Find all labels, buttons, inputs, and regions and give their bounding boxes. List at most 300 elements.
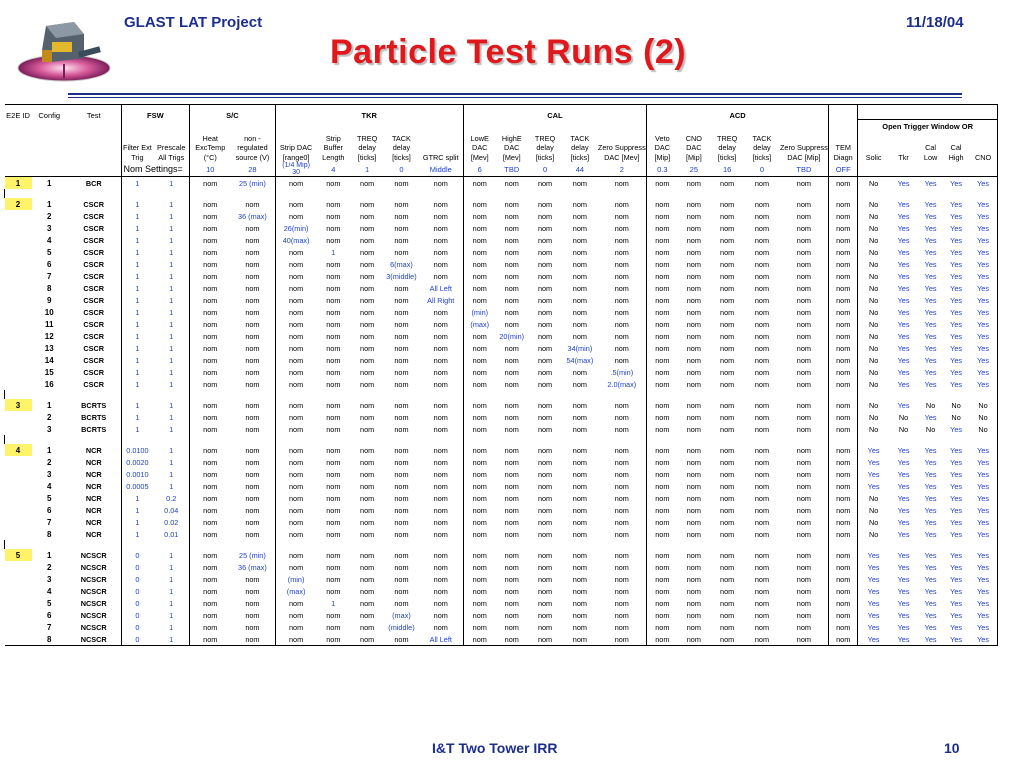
- cell: nom: [537, 331, 553, 341]
- cell: Yes: [858, 549, 889, 561]
- cell: nom: [463, 354, 495, 366]
- cell: nom: [686, 307, 701, 317]
- cell: 5: [47, 247, 52, 257]
- cell: nom: [433, 529, 448, 539]
- cell: nom: [720, 550, 735, 560]
- particle-test-runs-table: [4, 104, 998, 646]
- cell: nom: [647, 258, 678, 270]
- spacer-cell: [317, 540, 350, 549]
- spacer-cell: [744, 390, 779, 399]
- spacer-cell: [969, 162, 997, 177]
- cell: nom: [572, 481, 587, 491]
- cell: No: [898, 412, 909, 422]
- cell: 1: [169, 550, 174, 560]
- cell: nom: [504, 271, 519, 281]
- cell: nom: [190, 294, 231, 306]
- cell: nom: [463, 330, 495, 342]
- cell: nom: [614, 505, 629, 515]
- cell: No: [858, 258, 889, 270]
- cell: nom: [463, 609, 495, 621]
- cell: Yes: [950, 493, 963, 503]
- spacer-cell: [463, 435, 495, 444]
- spacer-cell: [858, 435, 889, 444]
- cell: Yes: [924, 259, 937, 269]
- spacer-cell: [5, 390, 32, 399]
- cell: 1: [169, 307, 174, 317]
- cell: 0.0020: [121, 456, 153, 468]
- cell: nom: [754, 259, 770, 269]
- cell: 26(min): [275, 222, 317, 234]
- cell: 12: [44, 331, 54, 341]
- cell: .5(min): [610, 367, 634, 377]
- e2e-id-cell: [5, 294, 32, 306]
- cell: nom: [572, 505, 587, 515]
- cell: nom: [686, 247, 701, 257]
- cell: nom: [433, 355, 448, 365]
- cell: nom: [394, 481, 409, 491]
- cell: nom: [678, 633, 710, 646]
- cell: nom: [829, 504, 858, 516]
- cell: No: [969, 411, 997, 423]
- e2e-id-cell: [5, 597, 32, 609]
- cell: 1: [169, 424, 174, 434]
- cell: nom: [572, 424, 587, 434]
- cell: NCSCR: [80, 550, 107, 560]
- cell: NCR: [85, 529, 102, 539]
- column-header: CNO: [969, 132, 997, 162]
- cell: nom: [190, 378, 231, 390]
- spacer-cell: [384, 189, 418, 198]
- cell: (min): [463, 306, 495, 318]
- cell: nom: [463, 177, 495, 190]
- cell: nom: [796, 493, 811, 503]
- spacer-cell: [153, 189, 189, 198]
- cell: nom: [326, 529, 341, 539]
- table-row: [5, 561, 998, 573]
- cell: nom: [686, 469, 701, 479]
- cell: 1: [169, 259, 174, 269]
- cell: nom: [829, 366, 858, 378]
- cell: nom: [360, 469, 375, 479]
- cell: Yes: [897, 319, 910, 329]
- cell: nom: [326, 295, 341, 305]
- cell: nom: [245, 319, 260, 329]
- cell: nom: [245, 445, 260, 455]
- cell: 6: [47, 259, 52, 269]
- cell: No: [858, 528, 889, 540]
- cell: nom: [572, 178, 587, 188]
- cell: nom: [754, 622, 770, 632]
- cell: nom: [360, 412, 375, 422]
- cell: 7: [47, 271, 52, 281]
- cell: nom: [614, 517, 629, 527]
- cell: nom: [796, 574, 811, 584]
- spacer-cell: [889, 390, 918, 399]
- cell: No: [858, 330, 889, 342]
- cell: 1: [169, 199, 174, 209]
- cell: nom: [829, 282, 858, 294]
- spacer-cell: [858, 189, 889, 198]
- cell: nom: [463, 621, 495, 633]
- cell: nom: [572, 574, 587, 584]
- nom-value: (1/4 Mip) 30: [275, 162, 317, 177]
- cell: nom: [275, 330, 317, 342]
- cell: 0.04: [164, 505, 179, 515]
- column-header: LowE DAC [Mev]: [463, 132, 495, 162]
- column-header: TEM Diagn: [829, 132, 858, 162]
- cell: nom: [245, 505, 260, 515]
- cell: 1: [47, 199, 52, 209]
- cell: 2: [47, 562, 52, 572]
- cell: nom: [360, 610, 375, 620]
- spacer-cell: [829, 189, 858, 198]
- cell: 1: [169, 223, 174, 233]
- cell: nom: [326, 235, 341, 245]
- spacer-cell: [918, 390, 943, 399]
- e2e-id-cell: [5, 234, 32, 246]
- spacer-cell: [121, 540, 153, 549]
- cell: nom: [275, 210, 317, 222]
- cell: nom: [720, 562, 735, 572]
- column-header: Heat ExcTemp (°C): [190, 132, 231, 162]
- cell: nom: [686, 223, 701, 233]
- cell: nom: [829, 549, 858, 561]
- table-row: [5, 270, 998, 282]
- cell: nom: [754, 445, 770, 455]
- cell: nom: [796, 550, 811, 560]
- spacer-cell: [678, 435, 710, 444]
- cell: CSCR: [83, 283, 105, 293]
- cell: nom: [686, 610, 701, 620]
- cell: 1: [153, 633, 189, 646]
- cell: nom: [433, 367, 448, 377]
- cell: nom: [572, 550, 587, 560]
- cell: NCSCR: [80, 622, 107, 632]
- cell: nom: [686, 199, 701, 209]
- table-row: [5, 354, 998, 366]
- cell: 1: [169, 343, 174, 353]
- group-cal: CAL: [463, 105, 646, 120]
- cell: nom: [686, 574, 701, 584]
- spacer-cell: [678, 189, 710, 198]
- cell: 1: [121, 354, 153, 366]
- column-header: non - regulated source (V): [235, 133, 270, 162]
- cell: nom: [686, 331, 701, 341]
- cell: 1: [121, 378, 153, 390]
- open-trigger-row: [5, 120, 998, 133]
- cell: Yes: [924, 550, 937, 560]
- e2e-id-cell: [5, 318, 32, 330]
- cell: nom: [433, 319, 448, 329]
- column-header: Filter Ext Trig: [121, 132, 153, 162]
- cell: nom: [360, 562, 375, 572]
- cell: nom: [537, 355, 553, 365]
- cell: nom: [796, 247, 811, 257]
- cell: nom: [720, 517, 735, 527]
- cell: nom: [572, 598, 587, 608]
- cell: nom: [572, 199, 587, 209]
- cell: nom: [686, 235, 701, 245]
- cell: nom: [572, 586, 587, 596]
- cell: nom: [754, 331, 770, 341]
- spacer-cell: [647, 189, 678, 198]
- cell: nom: [326, 493, 341, 503]
- cell: nom: [360, 586, 375, 596]
- cell: nom: [686, 550, 701, 560]
- cell: nom: [686, 379, 701, 389]
- cell: nom: [326, 481, 341, 491]
- e2e-id-cell: [5, 621, 32, 633]
- cell: nom: [796, 367, 811, 377]
- cell: nom: [537, 235, 553, 245]
- cell: nom: [463, 246, 495, 258]
- cell: nom: [720, 424, 735, 434]
- cell: Yes: [950, 178, 963, 188]
- cell: NCSCR: [80, 586, 107, 596]
- table-row: [5, 633, 998, 646]
- cell: nom: [245, 400, 260, 410]
- e2e-id-cell: [5, 378, 32, 390]
- cell: nom: [360, 319, 375, 329]
- cell: nom: [394, 424, 409, 434]
- cell: nom: [754, 271, 770, 281]
- cell: nom: [796, 529, 811, 539]
- cell: nom: [829, 234, 858, 246]
- cell: nom: [686, 424, 701, 434]
- cell: CSCR: [83, 343, 105, 353]
- cell: Yes: [924, 469, 937, 479]
- spacer-cell: [317, 189, 350, 198]
- cell: nom: [463, 468, 495, 480]
- spacer-cell: [5, 435, 32, 444]
- cell: nom: [572, 445, 587, 455]
- cell: nom: [754, 247, 770, 257]
- cell: 1: [169, 457, 174, 467]
- table-row: [5, 210, 998, 222]
- cell: nom: [829, 444, 858, 456]
- cell: nom: [360, 445, 375, 455]
- cell: nom: [829, 621, 858, 633]
- cell: No: [858, 492, 889, 504]
- spacer-cell: [384, 120, 418, 133]
- cell: nom: [394, 331, 409, 341]
- cell: nom: [720, 259, 735, 269]
- cell: 14: [44, 355, 54, 365]
- cell: nom: [245, 295, 260, 305]
- column-header: HighE DAC [Mev]: [501, 133, 522, 162]
- cell: Yes: [969, 609, 997, 621]
- cell: 5: [47, 598, 52, 608]
- table-row: [5, 516, 998, 528]
- cell: 1: [169, 295, 174, 305]
- cell: Yes: [897, 355, 910, 365]
- cell: No: [858, 177, 889, 190]
- cell: Yes: [897, 211, 910, 221]
- cell: 10: [44, 307, 54, 317]
- spacer-cell: [190, 120, 231, 133]
- spacer-cell: [496, 189, 528, 198]
- cell: nom: [433, 574, 448, 584]
- cell: nom: [720, 211, 735, 221]
- cell: nom: [796, 283, 811, 293]
- spacer-cell: [5, 540, 32, 549]
- cell: nom: [326, 355, 341, 365]
- cell: nom: [394, 445, 409, 455]
- cell: Yes: [924, 247, 937, 257]
- cell: nom: [245, 235, 260, 245]
- table-row: [5, 456, 998, 468]
- cell: nom: [614, 307, 629, 317]
- cell: nom: [245, 469, 260, 479]
- cell: Yes: [924, 457, 937, 467]
- cell: nom: [720, 529, 735, 539]
- cell: Yes: [858, 585, 889, 597]
- cell: nom: [686, 259, 701, 269]
- cell: Yes: [969, 561, 997, 573]
- spacer-cell: [647, 390, 678, 399]
- e2e-id-cell: [5, 258, 32, 270]
- spacer-cell: [889, 189, 918, 198]
- cell: BCRTS: [81, 424, 107, 434]
- cell: nom: [394, 469, 409, 479]
- cell: nom: [720, 379, 735, 389]
- cell: Yes: [897, 493, 910, 503]
- cell: nom: [720, 457, 735, 467]
- cell: Yes: [897, 586, 910, 596]
- cell: nom: [190, 585, 231, 597]
- cell: 1: [169, 562, 174, 572]
- title-rule: [68, 93, 962, 95]
- cell: nom: [572, 562, 587, 572]
- spacer-cell: [889, 162, 918, 177]
- cell: Yes: [924, 562, 937, 572]
- cell: nom: [463, 210, 495, 222]
- cell: nom: [326, 610, 341, 620]
- cell: nom: [647, 342, 678, 354]
- nom-value: 25: [689, 164, 699, 174]
- cell: nom: [245, 598, 260, 608]
- cell: (max): [463, 318, 495, 330]
- column-header: CNO DAC [Mip]: [685, 133, 702, 162]
- cell: nom: [537, 424, 553, 434]
- cell: nom: [647, 330, 678, 342]
- cell: nom: [796, 622, 811, 632]
- cell: nom: [537, 283, 553, 293]
- cell: CSCR: [83, 379, 105, 389]
- cell: nom: [394, 223, 409, 233]
- cell: All Left: [419, 633, 464, 646]
- cell: nom: [572, 271, 587, 281]
- cell: nom: [275, 306, 317, 318]
- cell: nom: [275, 177, 317, 190]
- cell: Yes: [969, 504, 997, 516]
- cell: nom: [326, 550, 341, 560]
- cell: nom: [754, 493, 770, 503]
- cell: nom: [394, 283, 409, 293]
- cell: nom: [463, 528, 495, 540]
- cell: nom: [720, 307, 735, 317]
- cell: 0.2: [166, 493, 177, 503]
- cell: (max): [392, 610, 411, 620]
- cell: nom: [275, 444, 317, 456]
- cell: 1: [121, 294, 153, 306]
- cell: No: [898, 424, 909, 434]
- cell: Yes: [897, 457, 910, 467]
- cell: nom: [647, 366, 678, 378]
- cell: nom: [245, 517, 260, 527]
- cell: nom: [829, 306, 858, 318]
- spacer-cell: [463, 390, 495, 399]
- cell: nom: [496, 633, 528, 646]
- cell: nom: [190, 366, 231, 378]
- cell: nom: [754, 424, 770, 434]
- cell: nom: [686, 178, 701, 188]
- cell: nom: [245, 610, 260, 620]
- cell: nom: [433, 412, 448, 422]
- cell: 1: [169, 598, 174, 608]
- cell: 1: [169, 319, 174, 329]
- spacer-cell: [528, 390, 562, 399]
- spacer-cell: [710, 120, 744, 133]
- cell: nom: [537, 412, 553, 422]
- cell: nom: [504, 343, 519, 353]
- cell: nom: [829, 492, 858, 504]
- cell: Yes: [969, 597, 997, 609]
- spacer-cell: [528, 435, 562, 444]
- column-config: Config: [32, 105, 67, 120]
- spacer-cell: [598, 390, 647, 399]
- cell: nom: [720, 331, 735, 341]
- cell: nom: [326, 586, 341, 596]
- spacer-cell: [710, 189, 744, 198]
- cell: 1: [169, 622, 174, 632]
- e2e-id-cell: 4: [5, 444, 32, 456]
- column-header: Prescale All Trigs: [157, 143, 186, 162]
- cell: 15: [44, 367, 54, 377]
- cell: nom: [754, 283, 770, 293]
- nom-value: 10: [190, 162, 231, 177]
- cell: nom: [647, 411, 678, 423]
- cell: nom: [720, 622, 735, 632]
- cell: 1: [121, 504, 153, 516]
- spacer-cell: [67, 120, 121, 133]
- cell: nom: [504, 211, 519, 221]
- cell: nom: [829, 423, 858, 435]
- cell: 1: [331, 247, 336, 257]
- cell: nom: [796, 445, 811, 455]
- group-blank: [829, 105, 858, 120]
- cell: Yes: [924, 574, 937, 584]
- cell: CSCR: [83, 259, 105, 269]
- cell: nom: [537, 457, 553, 467]
- cell: nom: [190, 246, 231, 258]
- cell: nom: [537, 199, 553, 209]
- cell: nom: [326, 457, 341, 467]
- cell: Yes: [943, 633, 969, 646]
- cell: nom: [720, 493, 735, 503]
- cell: nom: [190, 282, 231, 294]
- spacer-cell: [153, 120, 189, 133]
- spacer-cell: [275, 435, 317, 444]
- cell: nom: [720, 199, 735, 209]
- cell: nom: [190, 561, 231, 573]
- cell: nom: [190, 504, 231, 516]
- cell: CSCR: [83, 223, 105, 233]
- cell: 0: [121, 585, 153, 597]
- cell: Yes: [858, 633, 889, 646]
- cell: 1: [47, 400, 52, 410]
- cell: nom: [720, 271, 735, 281]
